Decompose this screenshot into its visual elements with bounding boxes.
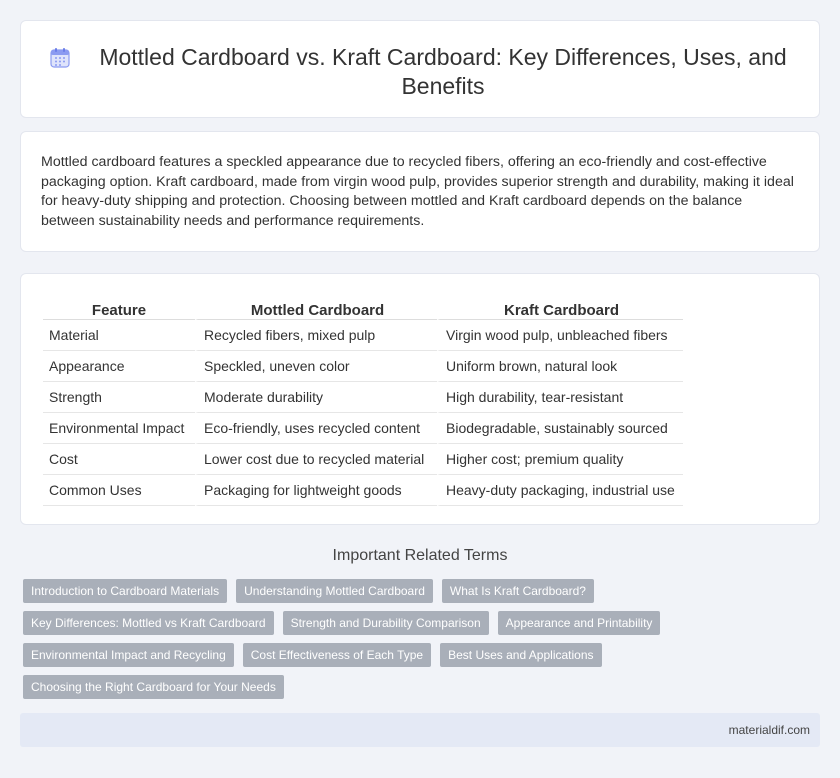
related-term-link[interactable]: Strength and Durability Comparison bbox=[283, 611, 489, 635]
header-mottled: Mottled Cardboard bbox=[195, 296, 437, 320]
table-cell: Recycled fibers, mixed pulp bbox=[195, 320, 437, 351]
intro-card bbox=[20, 131, 820, 252]
table-row bbox=[43, 413, 683, 444]
table-cell: Lower cost due to recycled material bbox=[195, 444, 437, 475]
footer-bar bbox=[20, 713, 820, 747]
table-cell: Cost bbox=[43, 444, 195, 475]
table-cell: Environmental Impact bbox=[43, 413, 195, 444]
table-cell: Virgin wood pulp, unbleached fibers bbox=[437, 320, 683, 351]
table-row bbox=[43, 320, 683, 351]
related-term-link[interactable]: Understanding Mottled Cardboard bbox=[236, 579, 433, 603]
table-header-row bbox=[43, 296, 683, 320]
table-row bbox=[43, 475, 683, 506]
comparison-card bbox=[20, 273, 820, 525]
table-row bbox=[43, 351, 683, 382]
comparison-table bbox=[43, 296, 683, 506]
page-title: Mottled Cardboard vs. Kraft Cardboard: Key Differences, Uses, and Benefits bbox=[99, 44, 787, 99]
header-feature: Feature bbox=[43, 296, 195, 320]
related-terms-heading: Important Related Terms bbox=[332, 547, 508, 564]
related-term-link[interactable]: What Is Kraft Cardboard? bbox=[442, 579, 594, 603]
table-cell: High durability, tear-resistant bbox=[437, 382, 683, 413]
table-cell: Uniform brown, natural look bbox=[437, 351, 683, 382]
related-term-link[interactable]: Introduction to Cardboard Materials bbox=[23, 579, 227, 603]
table-cell: Eco-friendly, uses recycled content bbox=[195, 413, 437, 444]
related-terms-list bbox=[23, 579, 663, 699]
table-cell: Moderate durability bbox=[195, 382, 437, 413]
table-cell: Appearance bbox=[43, 351, 195, 382]
table-cell: Biodegradable, sustainably sourced bbox=[437, 413, 683, 444]
table-cell: Strength bbox=[43, 382, 195, 413]
table-row bbox=[43, 444, 683, 475]
related-term-link[interactable]: Appearance and Printability bbox=[498, 611, 661, 635]
table-cell: Speckled, uneven color bbox=[195, 351, 437, 382]
table-cell: Packaging for lightweight goods bbox=[195, 475, 437, 506]
related-term-link[interactable]: Cost Effectiveness of Each Type bbox=[243, 643, 431, 667]
calendar-icon bbox=[48, 46, 72, 70]
related-term-link[interactable]: Key Differences: Mottled vs Kraft Cardboard bbox=[23, 611, 274, 635]
intro-paragraph: Mottled cardboard features a speckled appearance due to recycled fibers, offering an eco-friendly and cost-effective packaging option. Kraft cardboard, made from virgin wood pulp, provides superior strength and durability, making it ideal for heavy-duty shipping and protection. Choosing between mottled and Kraft cardboard depends on the balance between sustainability needs and performance requirements. bbox=[41, 154, 794, 229]
table-cell: Common Uses bbox=[43, 475, 195, 506]
footer-site-link[interactable]: materialdif.com bbox=[728, 723, 810, 737]
table-cell: Material bbox=[43, 320, 195, 351]
related-term-link[interactable]: Environmental Impact and Recycling bbox=[23, 643, 234, 667]
related-term-link[interactable]: Choosing the Right Cardboard for Your Needs bbox=[23, 675, 284, 699]
table-cell: Heavy-duty packaging, industrial use bbox=[437, 475, 683, 506]
table-row bbox=[43, 382, 683, 413]
title-card bbox=[20, 20, 820, 118]
related-term-link[interactable]: Best Uses and Applications bbox=[440, 643, 601, 667]
header-kraft: Kraft Cardboard bbox=[437, 296, 683, 320]
table-cell: Higher cost; premium quality bbox=[437, 444, 683, 475]
